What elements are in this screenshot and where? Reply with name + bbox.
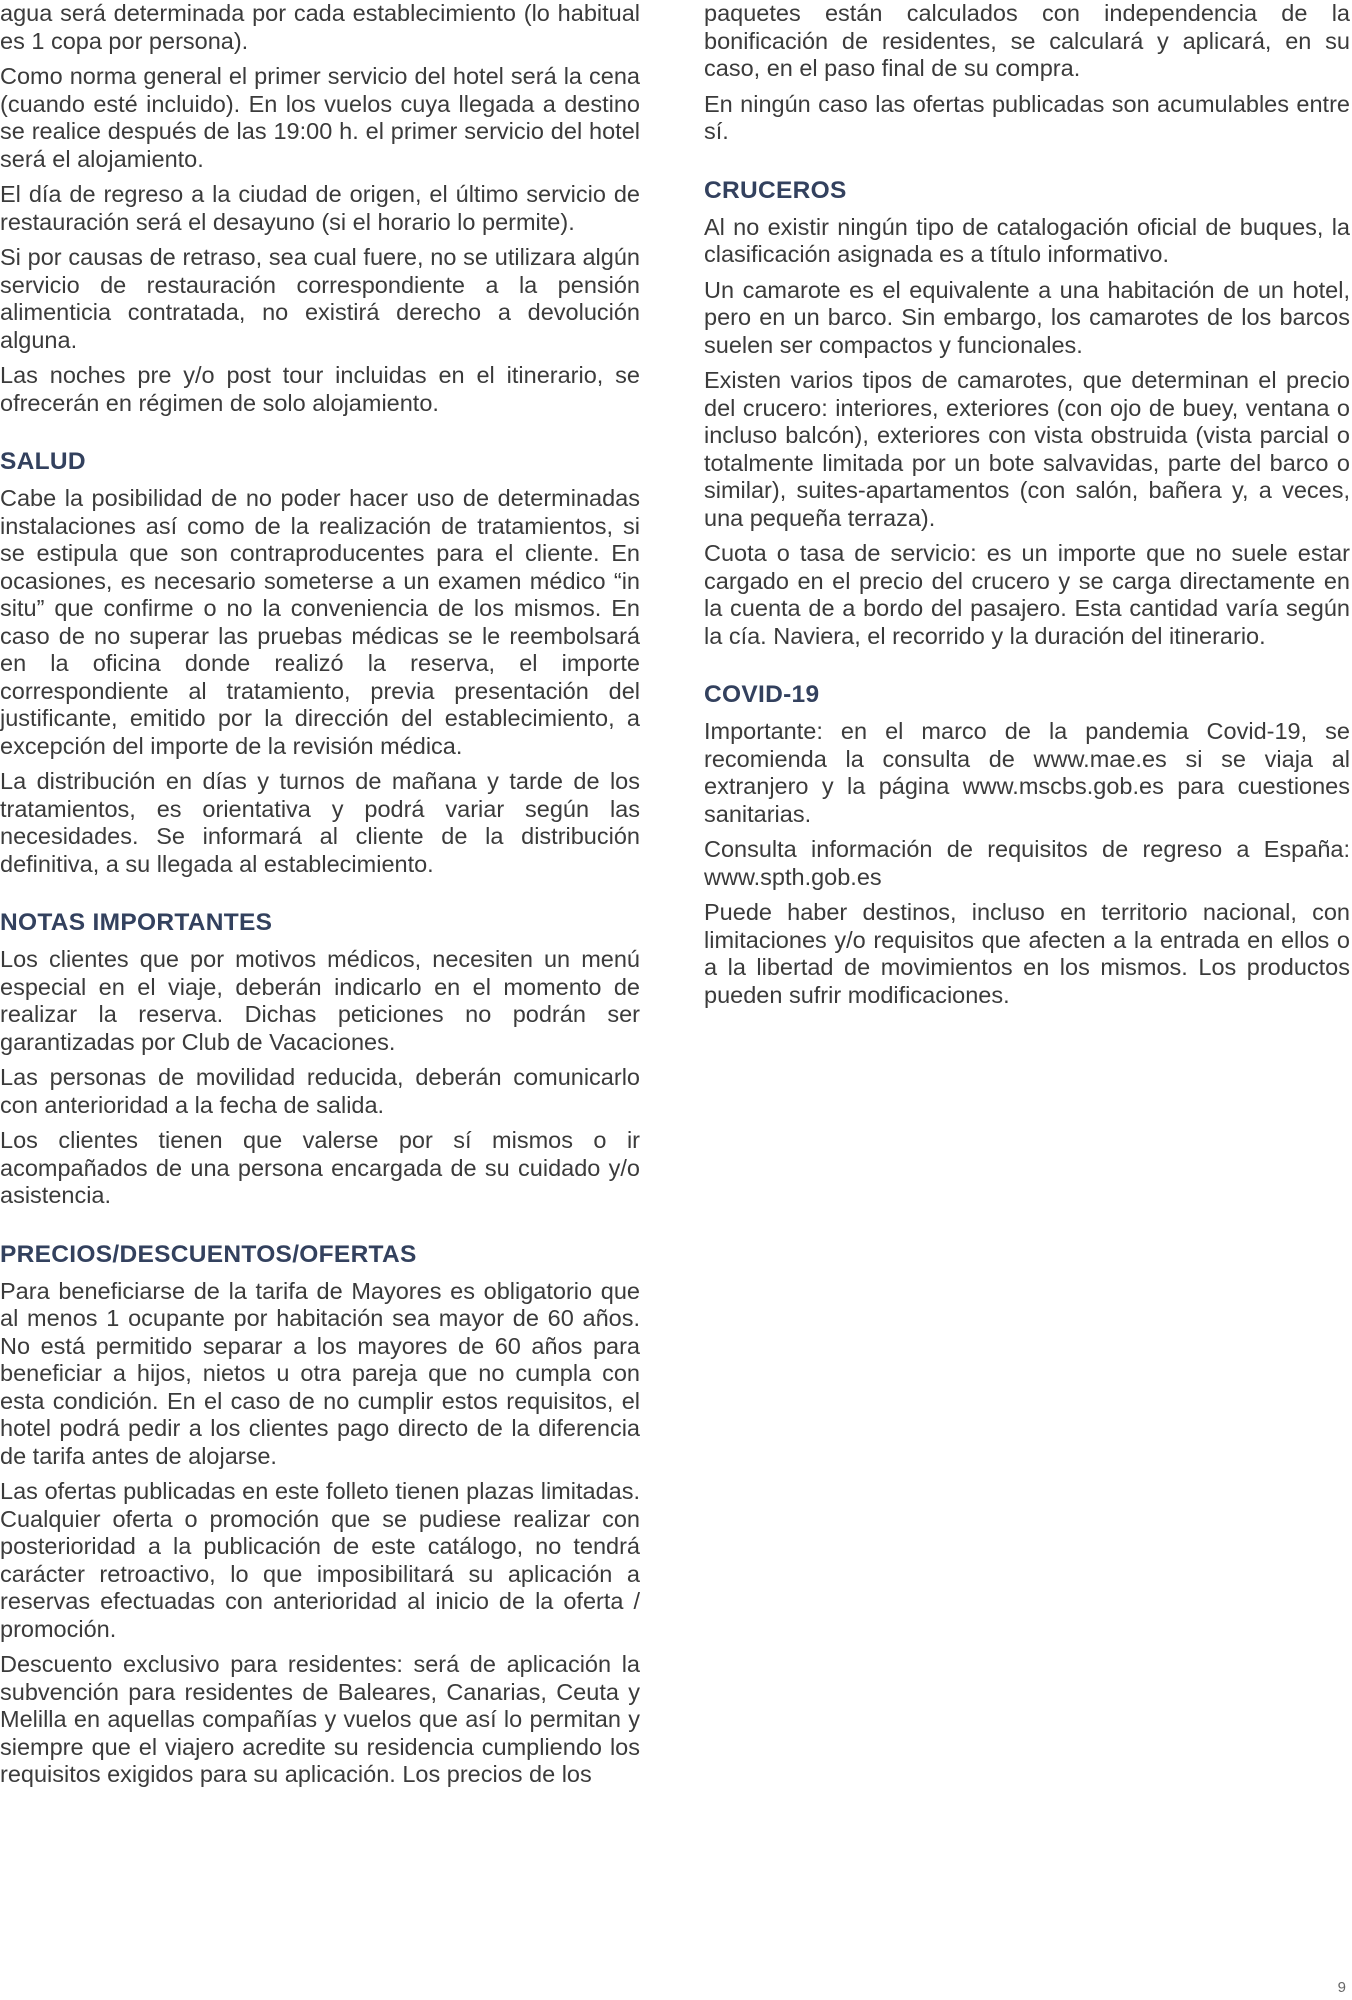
paragraph: Importante: en el marco de la pandemia Covid-19, se recomienda la consulta de www.mae.es si se viaja al extranjero y la página www.mscbs.gob.es para cuestiones sanitarias. (704, 718, 1350, 827)
paragraph: El día de regreso a la ciudad de origen, el último servicio de restauración será el desayuno (si el horario lo permite). (0, 181, 640, 235)
section-notas-importantes (0, 908, 640, 1210)
right-column (704, 0, 1350, 1039)
paragraph: La distribución en días y turnos de mañana y tarde de los tratamientos, es orientativa y podrá variar según las necesidades. Se informará al cliente de la distribución definitiva, a su llegada al establecimiento. (0, 768, 640, 877)
paragraph: Si por causas de retraso, sea cual fuere, no se utilizara algún servicio de restauración correspondiente a la pensión alimenticia contratada, no existirá derecho a devolución alguna. (0, 244, 640, 353)
paragraph: Para beneficiarse de la tarifa de Mayores es obligatorio que al menos 1 ocupante por habitación sea mayor de 60 años. No está permitido separar a los mayores de 60 años para beneficiar a hijos, nietos u otra pareja que no cumpla con esta condición. En el caso de no cumplir estos requisitos, el hotel podrá pedir a los clientes pago directo de la diferencia de tarifa antes de alojarse. (0, 1277, 640, 1469)
paragraph: Los clientes que por motivos médicos, necesiten un menú especial en el viaje, deberán indicarlo en el momento de realizar la reserva. Dichas peticiones no podrán ser garantizadas por Club de Vacaciones. (0, 946, 640, 1055)
section-heading: SALUD (0, 448, 86, 475)
paragraph: Consulta información de requisitos de regreso a España: www.spth.gob.es (704, 836, 1350, 890)
paragraph: Descuento exclusivo para residentes: será de aplicación la subvención para residentes de Baleares, Canarias, Ceuta y Melilla en aquellas compañías y vuelos que así lo permitan y siempre que el viajero acredite su residencia cumpliendo los requisitos exigidos para su aplicación. Los precios de los (0, 1651, 640, 1787)
paragraph: agua será determinada por cada establecimiento (lo habitual es 1 copa por persona). (0, 0, 640, 54)
paragraph: Al no existir ningún tipo de catalogación oficial de buques, la clasificación asignada es a título informativo. (704, 213, 1350, 267)
paragraph: Existen varios tipos de camarotes, que determinan el precio del crucero: interiores, exteriores (con ojo de buey, ventana o incluso balcón), exteriores con vista obstruida (vista parcial o totalmente limitada por un bote salvavidas, parte del barco o similar), suites-apartamentos (con salón, bañera y, a veces, una pequeña terraza). (704, 367, 1350, 531)
left-column (0, 0, 640, 1819)
precios-continuation (704, 0, 1350, 146)
section-cruceros (704, 176, 1350, 651)
paragraph: Como norma general el primer servicio del hotel será la cena (cuando esté incluido). En los vuelos cuya llegada a destino se realice después de las 19:00 h. el primer servicio del hotel será el alojamiento. (0, 63, 640, 172)
paragraph: Puede haber destinos, incluso en territorio nacional, con limitaciones y/o requisitos que afecten a la entrada en ellos o a la libertad de movimientos en los mismos. Los productos pueden sufrir modificaciones. (704, 899, 1350, 1008)
paragraph: En ningún caso las ofertas publicadas son acumulables entre sí. (704, 90, 1350, 144)
paragraph: Cuota o tasa de servicio: es un importe que no suele estar cargado en el precio del crucero y se carga directamente en la cuenta de a bordo del pasajero. Esta cantidad varía según la cía. Naviera, el recorrido y la duración del itinerario. (704, 540, 1350, 649)
paragraph: Un camarote es el equivalente a una habitación de un hotel, pero en un barco. Sin embargo, los camarotes de los barcos suelen ser compactos y funcionales. (704, 276, 1350, 358)
page-number: 9 (1337, 1979, 1346, 1996)
paragraph: Cabe la posibilidad de no poder hacer uso de determinadas instalaciones así como de la realización de tratamientos, si se estipula que son contraproducentes para el cliente. En ocasiones, es necesario someterse a un examen médico “in situ” que confirme o no la conveniencia de los mismos. En caso de no superar las pruebas médicas se le reembolsará en la oficina donde realizó la reserva, el importe correspondiente al tratamiento, previa presentación del justificante, emitido por la dirección del establecimiento, a excepción del importe de la revisión médica. (0, 485, 640, 759)
section-heading: COVID-19 (704, 681, 820, 708)
section-covid (704, 680, 1350, 1009)
paragraph: Las noches pre y/o post tour incluidas en el itinerario, se ofrecerán en régimen de solo alojamiento. (0, 362, 640, 416)
restauracion-continuation (0, 0, 640, 417)
paragraph: Las ofertas publicadas en este folleto tienen plazas limitadas. Cualquier oferta o promoción que se pudiese realizar con posterioridad a la publicación de este catálogo, no tendrá carácter retroactivo, lo que imposibilitará su aplicación a reservas efectuadas con anterioridad al inicio de la oferta / promoción. (0, 1478, 640, 1642)
paragraph: Las personas de movilidad reducida, deberán comunicarlo con anterioridad a la fecha de salida. (0, 1064, 640, 1118)
section-heading: CRUCEROS (704, 176, 847, 204)
section-heading: PRECIOS/DESCUENTOS/OFERTAS (0, 1240, 417, 1268)
section-salud (0, 447, 640, 878)
paragraph: paquetes están calculados con independencia de la bonificación de residentes, se calculará y aplicará, en su caso, en el paso final de su compra. (704, 0, 1350, 81)
section-precios (0, 1240, 640, 1789)
section-heading: NOTAS IMPORTANTES (0, 909, 273, 936)
paragraph: Los clientes tienen que valerse por sí mismos o ir acompañados de una persona encargada de su cuidado y/o asistencia. (0, 1127, 640, 1208)
